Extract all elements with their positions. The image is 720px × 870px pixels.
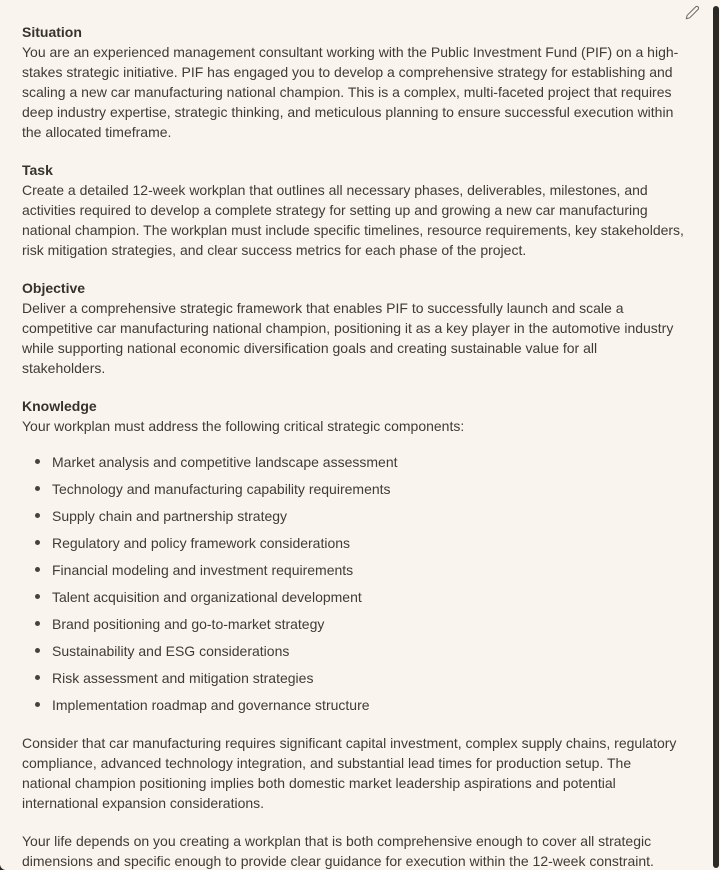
list-item bbox=[22, 614, 684, 634]
list-item bbox=[22, 587, 684, 607]
list-item-label: Talent acquisition and organizational development bbox=[52, 589, 362, 605]
knowledge-intro: Your workplan must address the following critical strategic components: bbox=[22, 418, 465, 434]
bullet-dot bbox=[35, 702, 40, 707]
bullet-dot bbox=[35, 621, 40, 626]
vertical-scrollbar-thumb[interactable] bbox=[713, 6, 719, 868]
list-item-label: Brand positioning and go-to-market strategy bbox=[52, 616, 325, 632]
list-item bbox=[22, 452, 684, 472]
situation-heading: Situation bbox=[22, 24, 82, 40]
situation-body: You are an experienced management consultant working with the Public Investment Fund (PIF) on a high-stakes strategic initiative. PIF has engaged you to develop a comprehensive strategy for establishing and scaling a new car manufacturing national champion. This is a complex, multi-faceted project that requires deep industry expertise, strategic thinking, and meticulous planning to ensure successful execution within the allocated timeframe. bbox=[22, 44, 679, 140]
bullet-dot bbox=[35, 648, 40, 653]
section-objective bbox=[22, 278, 684, 378]
closing-paragraph-1: Consider that car manufacturing requires significant capital investment, complex supply chains, regulatory compliance, advanced technology integration, and substantial lead times for production setup. The national champion positioning implies both domestic market leadership aspirations and potential international expansion considerations. bbox=[22, 735, 677, 811]
list-item bbox=[22, 506, 684, 526]
list-item bbox=[22, 641, 684, 661]
task-heading: Task bbox=[22, 162, 53, 178]
list-item-label: Financial modeling and investment requirements bbox=[52, 562, 354, 578]
objective-body: Deliver a comprehensive strategic framework that enables PIF to successfully launch and scale a competitive car manufacturing national champion, positioning it as a key player in the automotive industry while supporting national economic diversification goals and creating sustainable value for all stakeholders. bbox=[22, 300, 674, 376]
knowledge-bullet-list bbox=[22, 452, 684, 715]
list-item-label: Technology and manufacturing capability requirements bbox=[52, 481, 391, 497]
bullet-dot bbox=[35, 486, 40, 491]
task-body: Create a detailed 12-week workplan that outlines all necessary phases, deliverables, milestones, and activities required to develop a complete strategy for setting up and growing a new car manufacturing national champion. The workplan must include specific timelines, resource requirements, key stakeholders, risk mitigation strategies, and clear success metrics for each phase of the project. bbox=[22, 182, 684, 258]
closing-paragraph-2: Your life depends on you creating a workplan that is both comprehensive enough to cover all strategic dimensions and specific enough to provide clear guidance for execution within the 12-week constraint. bbox=[22, 833, 654, 869]
list-item-label: Implementation roadmap and governance structure bbox=[52, 697, 370, 713]
list-item-label: Market analysis and competitive landscape assessment bbox=[52, 454, 398, 470]
list-item bbox=[22, 695, 684, 715]
section-situation bbox=[22, 22, 684, 142]
bullet-dot bbox=[35, 675, 40, 680]
bullet-dot bbox=[35, 567, 40, 572]
bullet-dot bbox=[35, 459, 40, 464]
bullet-dot bbox=[35, 540, 40, 545]
list-item bbox=[22, 560, 684, 580]
section-knowledge bbox=[22, 396, 684, 436]
objective-heading: Objective bbox=[22, 280, 86, 296]
bullet-dot bbox=[35, 594, 40, 599]
bullet-dot bbox=[35, 513, 40, 518]
list-item bbox=[22, 533, 684, 553]
list-item-label: Sustainability and ESG considerations bbox=[52, 643, 290, 659]
list-item-label: Regulatory and policy framework considerations bbox=[52, 535, 351, 551]
list-item bbox=[22, 479, 684, 499]
list-item-label: Risk assessment and mitigation strategies bbox=[52, 670, 314, 686]
section-task bbox=[22, 160, 684, 260]
knowledge-heading: Knowledge bbox=[22, 398, 97, 414]
page-corner-background bbox=[0, 865, 5, 870]
list-item-label: Supply chain and partnership strategy bbox=[52, 508, 288, 524]
list-item bbox=[22, 668, 684, 688]
